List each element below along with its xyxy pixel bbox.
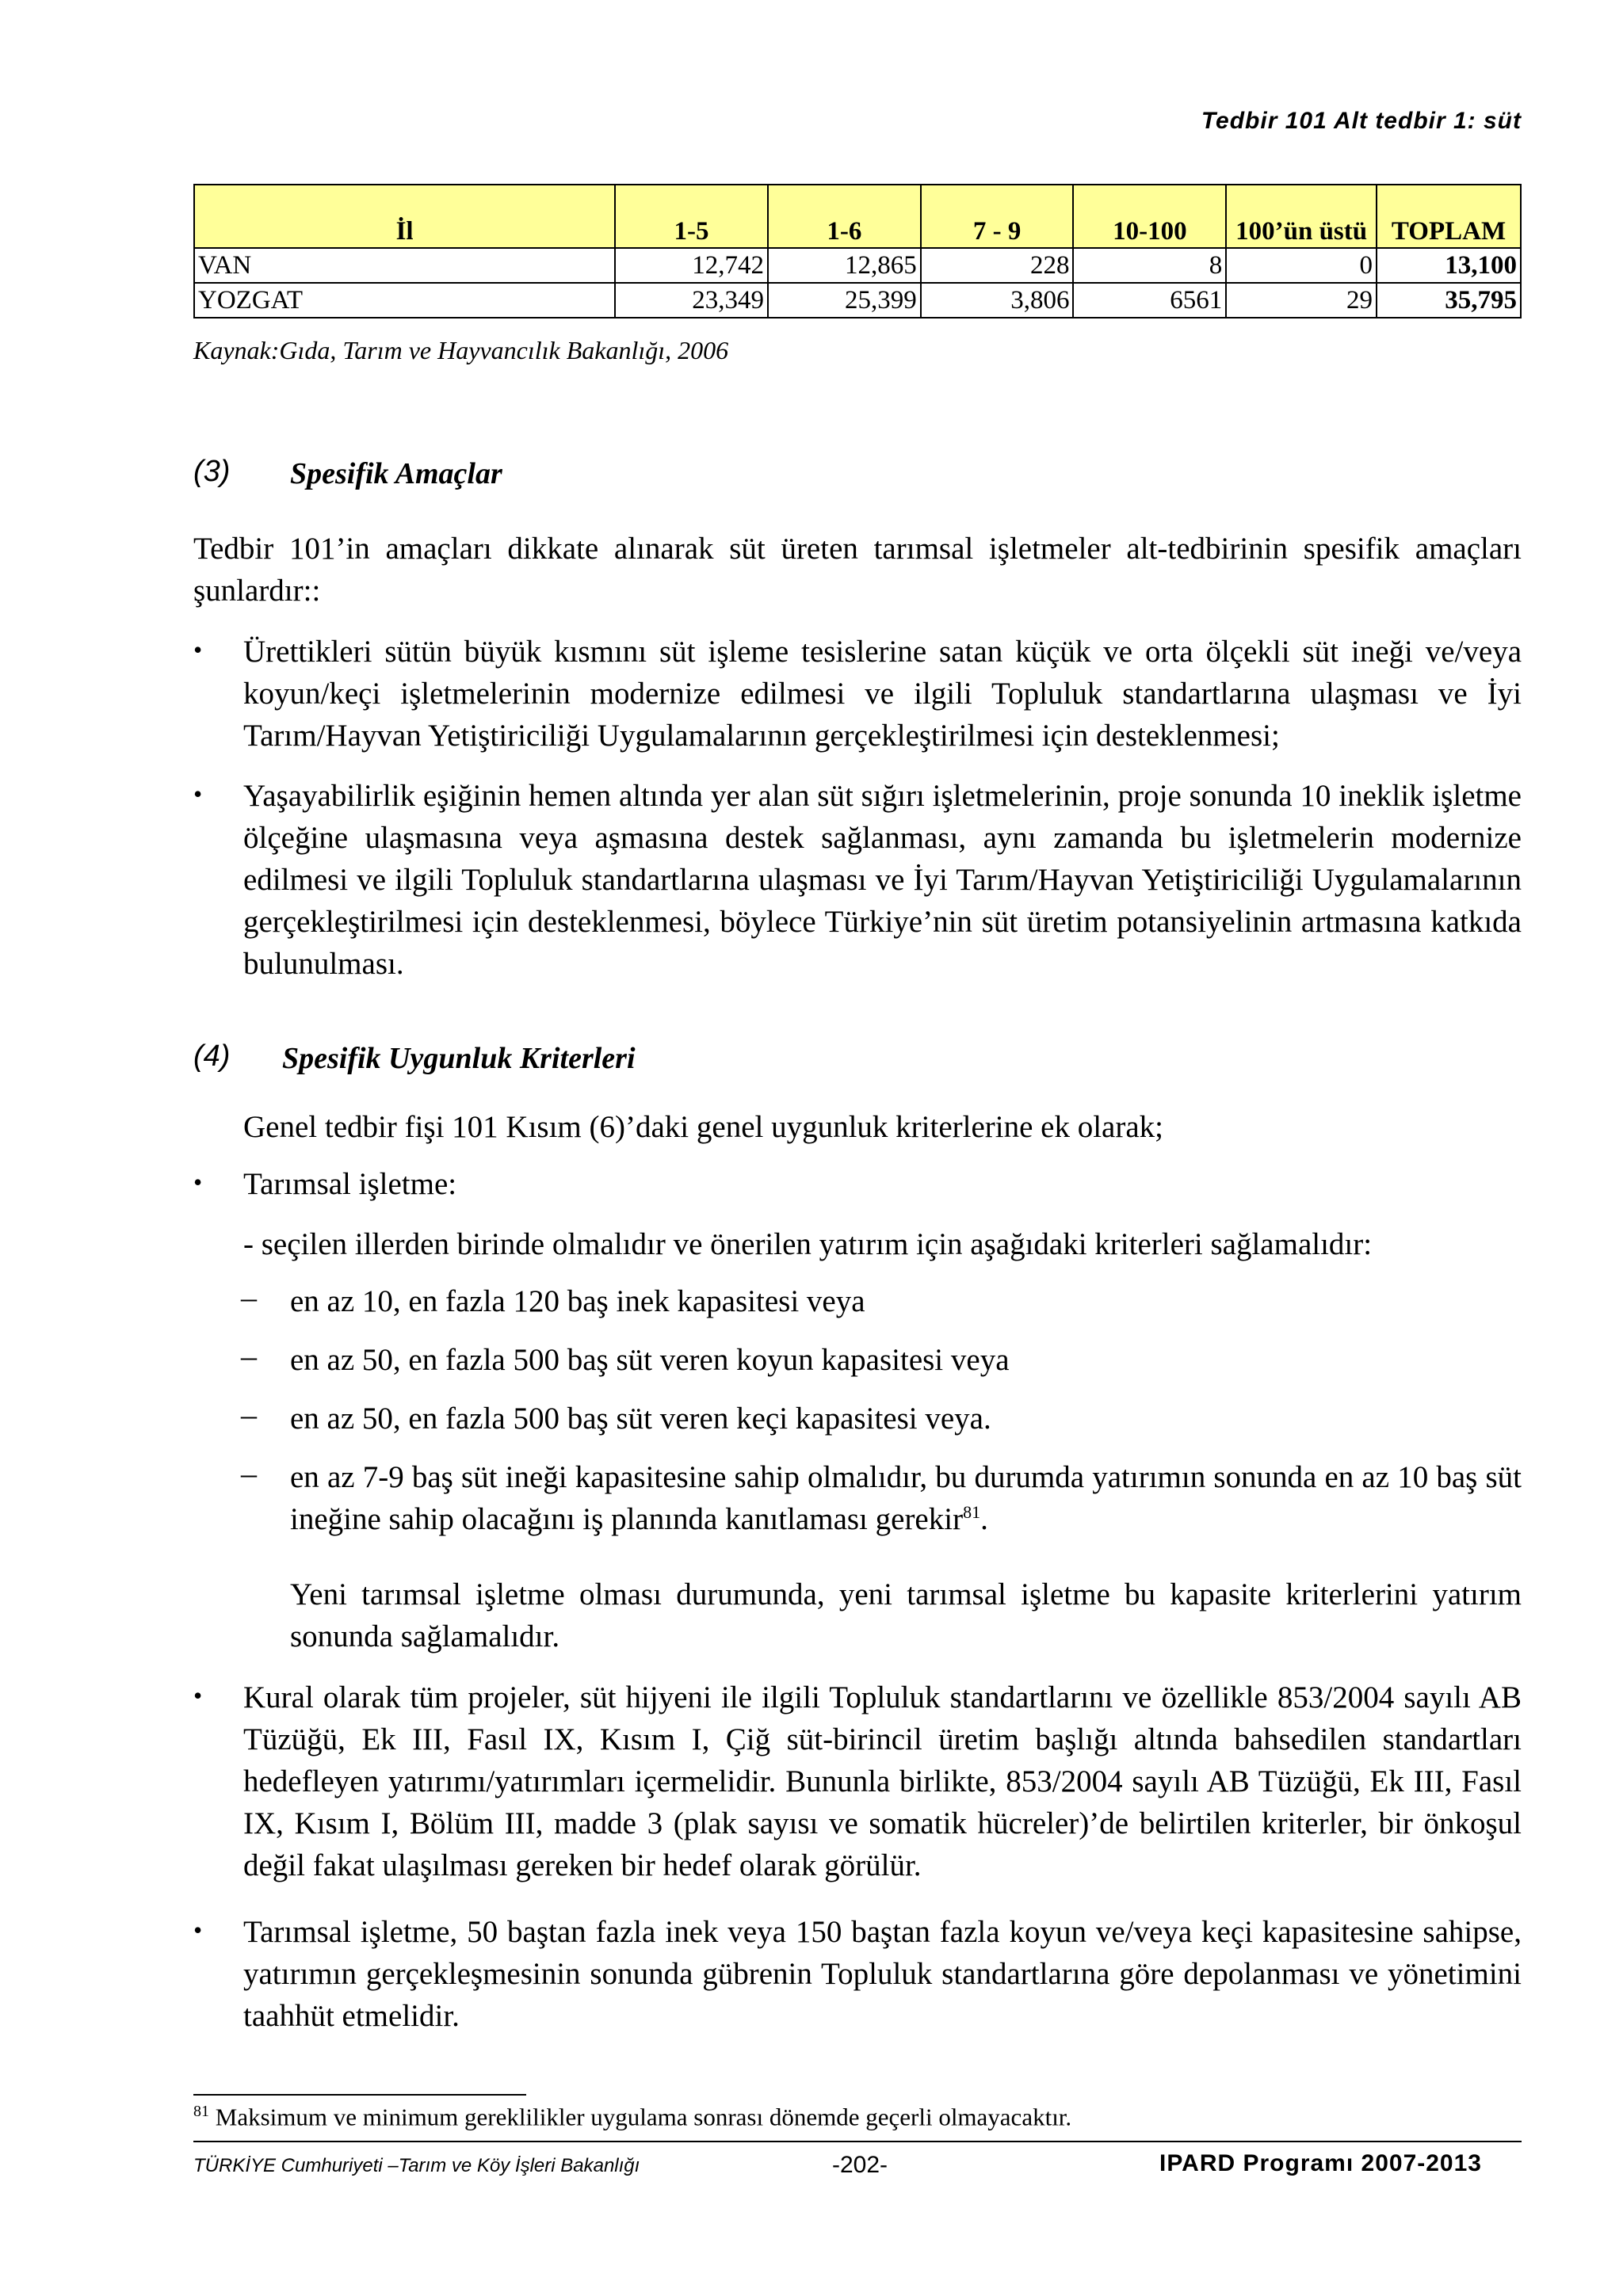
table-cell: 29 [1226, 283, 1377, 318]
bullet-marker: • [193, 1681, 203, 1710]
table-header-cell: İl [194, 185, 615, 248]
section-4-heading [193, 1039, 636, 1075]
table-row [194, 248, 1521, 283]
table-source: Kaynak:Gıda, Tarım ve Hayvancılık Bakanlığı, 2006 [193, 336, 729, 364]
footer-ministry: TÜRKİYE Cumhuriyeti –Tarım ve Köy İşleri Bakanlığı [193, 2155, 640, 2176]
table-cell: 228 [921, 248, 1074, 283]
table-cell: 0 [1226, 248, 1377, 283]
list-item: Ürettikleri sütün büyük kısmını süt işleme tesislerine satan küçük ve orta ölçekli süt ineği ve/veya koyun/keçi işletmelerinin modernize edilmesi ve ilgili Topluluk standartlarına ulaşması ve İyi Tarım/Hayvan Yetiştiriciliği Uygulamalarının gerçekleştirilmesi için desteklenmesi; [243, 635, 1522, 753]
criteria-item: en az 10, en fazla 120 baş inek kapasitesi veya [290, 1284, 865, 1318]
footer-program: IPARD Programı 2007-2013 [1159, 2150, 1482, 2176]
table-cell: 8 [1073, 248, 1226, 283]
criteria-item [290, 1456, 1522, 1540]
dash-marker: – [241, 1280, 257, 1315]
table-header-cell: TOPLAM [1377, 185, 1521, 248]
table-cell: YOZGAT [194, 283, 615, 318]
table-row [194, 283, 1521, 318]
table-cell: VAN [194, 248, 615, 283]
table-header-cell: 10-100 [1073, 185, 1226, 248]
list-item: Kural olarak tüm projeler, süt hijyeni ile ilgili Topluluk standartlarını ve özellikle 853/2004 sayılı AB Tüzüğü, Ek III, Fasıl IX, Kısım I, Çiğ süt-birincil üretim başlığı altında bahsedilen standartları hedefleyen yatırımı/yatırımları içermelidir. Bununla birlikte, 853/2004 sayılı AB Tüzüğü, Ek III, Fasıl IX, Kısım I, Bölüm III, madde 3 (plak sayısı ve somatik hücreler)’de belirtilen kriterler, bir önkoşul değil fakat ulaşılması gereken bir hedef olarak görülür. [243, 1680, 1522, 1882]
data-table [193, 184, 1522, 318]
table-cell-total: 13,100 [1377, 248, 1521, 283]
list-item: Tarımsal işletme, 50 baştan fazla inek veya 150 baştan fazla koyun ve/veya keçi kapasitesine sahipse, yatırımın gerçekleşmesinin sonunda gübrenin Topluluk standartlarına göre depolanması ve yönetimini taahhüt etmelidir. [243, 1915, 1522, 2033]
section-number: (3) [193, 455, 231, 488]
table-header-cell: 1-6 [768, 185, 921, 248]
list-item: Tarımsal işletme: [243, 1167, 457, 1201]
running-header: Tedbir 101 Alt tedbir 1: süt [1201, 108, 1522, 134]
footnote-text: Maksimum ve minimum gereklilikler uygulama sonrası dönemde geçerli olmayacaktır. [215, 2103, 1072, 2131]
footer-separator [193, 2141, 1522, 2142]
table-header-cell: 1-5 [615, 185, 768, 248]
footnote-separator [193, 2094, 526, 2096]
table-cell: 23,349 [615, 283, 768, 318]
page-number: -202- [832, 2152, 888, 2178]
new-farm-note: Yeni tarımsal işletme olması durumunda, yeni tarımsal işletme bu kapasite kriterlerini yatırım sonunda sağlamalıdır. [290, 1577, 1522, 1653]
section-4-intro: Genel tedbir fişi 101 Kısım (6)’daki genel uygunluk kriterlerine ek olarak; [243, 1110, 1163, 1144]
section-number: (4) [193, 1039, 231, 1073]
bullet-marker: • [193, 1916, 203, 1944]
table-header-cell: 7 - 9 [921, 185, 1074, 248]
criteria-item: en az 50, en fazla 500 baş süt veren keçi kapasitesi veya. [290, 1402, 991, 1436]
bullet-marker: • [193, 1168, 203, 1196]
criteria-item: en az 50, en fazla 500 baş süt veren koyun kapasitesi veya [290, 1343, 1010, 1377]
table-cell-total: 35,795 [1377, 283, 1521, 318]
criteria-text: en az 7-9 baş süt ineği kapasitesine sahip olmalıdır, bu durumda yatırımın sonunda en az 10 baş süt ineğine sahip olacağını iş planında kanıtlaması gerekir [290, 1460, 1522, 1536]
table-cell: 12,742 [615, 248, 768, 283]
table-cell: 25,399 [768, 283, 921, 318]
table-header-row [194, 185, 1521, 248]
criteria-intro: - seçilen illerden birinde olmalıdır ve önerilen yatırım için aşağıdaki kriterleri sağlamalıdır: [243, 1227, 1373, 1261]
section-3-heading [193, 455, 502, 490]
section-title: Spesifik Amaçlar [290, 457, 502, 490]
table-cell: 12,865 [768, 248, 921, 283]
bullet-marker: • [193, 635, 203, 664]
footnote-number: 81 [193, 2103, 209, 2120]
dash-marker: – [241, 1338, 257, 1374]
footnote-ref[interactable]: 81 [963, 1502, 981, 1522]
section-3-intro: Tedbir 101’in amaçları dikkate alınarak süt üreten tarımsal işletmeler alt-tedbirinin spesifik amaçları şunlardır:: [193, 532, 1522, 608]
section-title: Spesifik Uygunluk Kriterleri [282, 1042, 636, 1075]
criteria-end: . [980, 1502, 988, 1536]
table-header-cell: 100’ün üstü [1226, 185, 1377, 248]
dash-marker: – [241, 1455, 257, 1491]
dash-marker: – [241, 1397, 257, 1432]
bullet-marker: • [193, 780, 203, 808]
footnote [193, 2103, 1071, 2131]
table-cell: 3,806 [921, 283, 1074, 318]
list-item: Yaşayabilirlik eşiğinin hemen altında yer alan süt sığırı işletmelerinin, proje sonunda 10 ineklik işletme ölçeğine ulaşmasına veya aşmasına destek sağlanması, aynı zamanda bu işletmelerin modernize edilmesi ve ilgili Topluluk standartlarına ulaşması ve İyi Tarım/Hayvan Yetiştiriciliği Uygulamalarının gerçekleştirilmesi için desteklenmesi, böylece Türkiye’nin süt üretim potansiyelinin artmasına katkıda bulunulması. [243, 779, 1522, 981]
table-cell: 6561 [1073, 283, 1226, 318]
